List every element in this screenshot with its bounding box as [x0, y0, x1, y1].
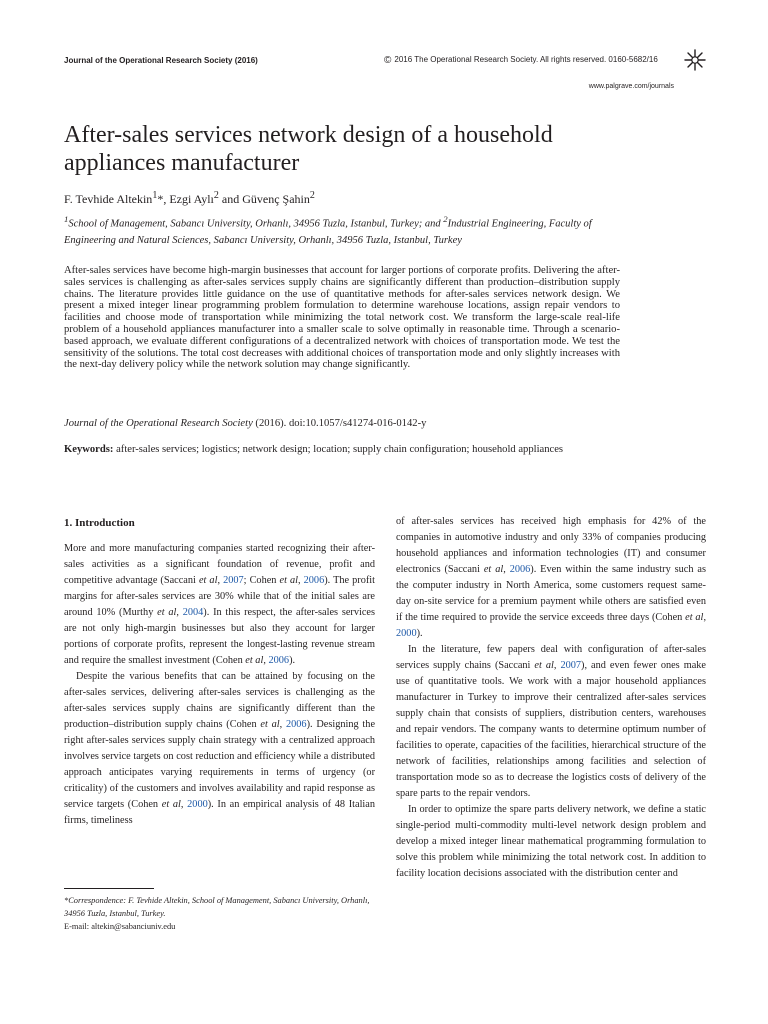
corresponding-mark: * [157, 192, 164, 206]
footnote-divider [64, 888, 154, 889]
citation-link[interactable]: 2000 [187, 799, 208, 810]
text-run: ; Cohen [243, 575, 280, 586]
paragraph: In order to optimize the spare parts delivery network, we define a static single-period multi-commodity multi-level network design problem and develop a mixed integer linear mathematical programming formulation to solve this problem while minimizing the total network cost. In addition to facility location decisions associated with the distribution center and [396, 804, 706, 879]
citation-link[interactable]: 2007 [560, 660, 582, 671]
text-run: , [279, 719, 286, 730]
affil-1: School of Management, Sabancı University, Orhanlı, 34956 Tuzla, Istanbul, Turkey; and [68, 218, 444, 230]
citation-link[interactable]: 2007 [223, 575, 244, 586]
citation-link[interactable]: 2000 [396, 628, 417, 639]
section-heading: 1. Introduction [64, 517, 135, 529]
citation-journal: Journal of the Operational Research Society [64, 418, 253, 429]
footnote-label: Correspondence: [68, 896, 127, 905]
text-run: Despite the various benefits that can be attained by focusing on the after-sales services, delivering after-sales services is challenging as the after-sales services supply chains are significantly different than the production–distribution supply chains (Cohen [64, 671, 375, 730]
keywords-label: Keywords: [64, 444, 114, 455]
text-run: et al [279, 575, 298, 586]
copyright-line [384, 55, 658, 66]
text-run: , [176, 607, 183, 618]
citation-link[interactable]: 2006 [509, 564, 531, 575]
text-run: ). In this respect, the after-sales services are not only high-margin businesses but also they account for larger portions of corporate profits, represent the longest-lasting revenue stream and require the smallest investment (Cohen [64, 607, 375, 666]
text-run: et al [198, 575, 218, 586]
copyright-text: 2016 The Operational Research Society. All rights reserved. 0160-5682/16 [394, 55, 658, 64]
text-run: ). The profit margins for after-sales services are 30% while that of the initial sales are around 10% (Murthy [64, 575, 376, 618]
citation-link[interactable]: 2006 [303, 575, 325, 586]
right-column [396, 514, 706, 882]
citation-doi: (2016). doi:10.1057/s41274-016-0142-y [252, 418, 427, 429]
affiliations [64, 211, 624, 249]
text-run: et al [245, 655, 264, 666]
abstract: After-sales services have become high-margin businesses that account for larger portions of corporate profits. Delivering the after-sales services is challenging as after-sales services supply chains are significantly different than production–distribution supply chains. The literature provides little guidance on the use of quantitative methods for after-sales services network design. We present a mixed integer linear programming problem formulation to determine warehouse locations, assign repair vendors to facilities and choose mode of transportation while minimizing the total network cost. We transform the large-scale real-life problem of a household appliances manufacturer into a smaller scale to solve optimally in reasonable time. Through a scenario-based approach, we evaluate different configurations of a decentralized network with choices of transportation mode. We test the sensitivity of the solutions. The total cost decreases with additional choices of transportation mode and only slightly increases with the next-day delivery policy while the network solution may change significantly. [64, 265, 620, 371]
footnote-mark: * [64, 896, 69, 905]
footnote-email[interactable]: E-mail: altekin@sabanciuniv.edu [64, 922, 176, 931]
paragraph [396, 642, 706, 802]
paragraph [396, 514, 706, 642]
text-run: , [503, 564, 510, 575]
palgrave-star-logo-icon [684, 49, 706, 71]
author-3-affil: 2 [309, 190, 315, 201]
affil-2: Industrial Engineering, Faculty of Engineering and Natural Sciences, Sabancı University, Orhanlı, 34956 Tuzla, Istanbul, Turkey [64, 218, 592, 246]
text-run: ). Designing the right after-sales services supply chain strategy with a centralized approach involves service targets on cost reduction and efficiency while a distributed approach anticipates varying requirements in terms of urgency (or criticality) of the customers and involves availability and rapid response as service targets (Cohen [64, 719, 376, 810]
text-run: In the literature, few papers deal with configuration of after-sales services supply chains (Saccani [396, 644, 706, 671]
title-line-1: After-sales services network design of a household [64, 122, 553, 148]
text-run: of after-sales services has received high emphasis for 42% of the companies in automotive industry and only 33% of companies producing household appliances and information technologies (IT) and consumer electronics (Saccani [396, 516, 706, 575]
text-run: , [703, 612, 707, 623]
paragraph [64, 669, 375, 829]
text-run: ). [289, 655, 296, 666]
text-run: et al [260, 719, 280, 730]
text-run: ), and even fewer ones make use of quantitative tools. We work with a major household appliances manufacturer in Turkey to improve their centralized after-sales services supply chain that consists of suppliers, distribution centers, warehouses and repair vendors. The company wants to determine optimum number of facilities to operate, capacities of the facilities, hierarchical structure of the network of facilities, relationships among facilities and selection of transportation mode so as to decrease the logistics costs of delivery of the spare parts to the repair vendors. [396, 660, 706, 799]
text-run: ). [416, 628, 423, 639]
footnote [64, 894, 374, 933]
author-separator: and [218, 192, 243, 206]
text-run: , [263, 655, 269, 666]
paper-title [64, 121, 664, 177]
text-run: , [217, 575, 224, 586]
text-run: , [553, 660, 561, 671]
title-line-2: appliances manufacturer [64, 150, 300, 176]
left-column [64, 541, 375, 829]
author-3: Güvenç Şahin [242, 192, 310, 206]
text-run: , [298, 575, 304, 586]
copyright-symbol: © [384, 55, 392, 66]
keywords-line [64, 444, 563, 455]
affil-marker: 1 [64, 214, 69, 224]
author-2: Ezgi Aylı [169, 192, 214, 206]
citation-link[interactable]: 2006 [268, 655, 290, 666]
text-run: ). In an empirical analysis of 48 Italian firms, timeliness [64, 799, 376, 826]
author-list [64, 188, 315, 207]
citation-link[interactable]: 2006 [285, 719, 307, 730]
affil-marker: 2 [443, 214, 448, 224]
footnote-text: F. Tevhide Altekin, School of Management, Sabancı University, Orhanlı, 34956 Tuzla, Istanbul, Turkey. [64, 896, 370, 918]
text-run: et al [161, 799, 181, 810]
citation-line [64, 418, 426, 429]
paragraph [64, 541, 375, 669]
journal-url[interactable]: www.palgrave.com/journals [588, 83, 674, 90]
keywords-text: after-sales services; logistics; network design; location; supply chain configuration; household appliances [113, 444, 564, 455]
text-run: ). Even within the same industry such as the computer industry in North America, some customers request same-day on-site service for a premium payment while others are satisfied even if the time required to provide the service exceeds three days (Cohen [396, 564, 707, 623]
text-run: et al [534, 660, 554, 671]
author-1: F. Tevhide Altekin [64, 192, 153, 206]
text-run: et al [685, 612, 704, 623]
author-1-affil: 1 [152, 190, 158, 201]
citation-link[interactable]: 2004 [182, 607, 204, 618]
correspondence-note [64, 894, 374, 920]
text-run: et al [483, 564, 504, 575]
text-run: , [180, 799, 188, 810]
text-run: More and more manufacturing companies started recognizing their after-sales activities as a significant foundation of revenue, profit and competitive advantage (Saccani [64, 543, 375, 586]
author-2-affil: 2 [213, 190, 219, 201]
text-run: et al [157, 607, 177, 618]
journal-name: Journal of the Operational Research Society (2016) [64, 56, 258, 65]
author-separator: , [163, 192, 170, 206]
